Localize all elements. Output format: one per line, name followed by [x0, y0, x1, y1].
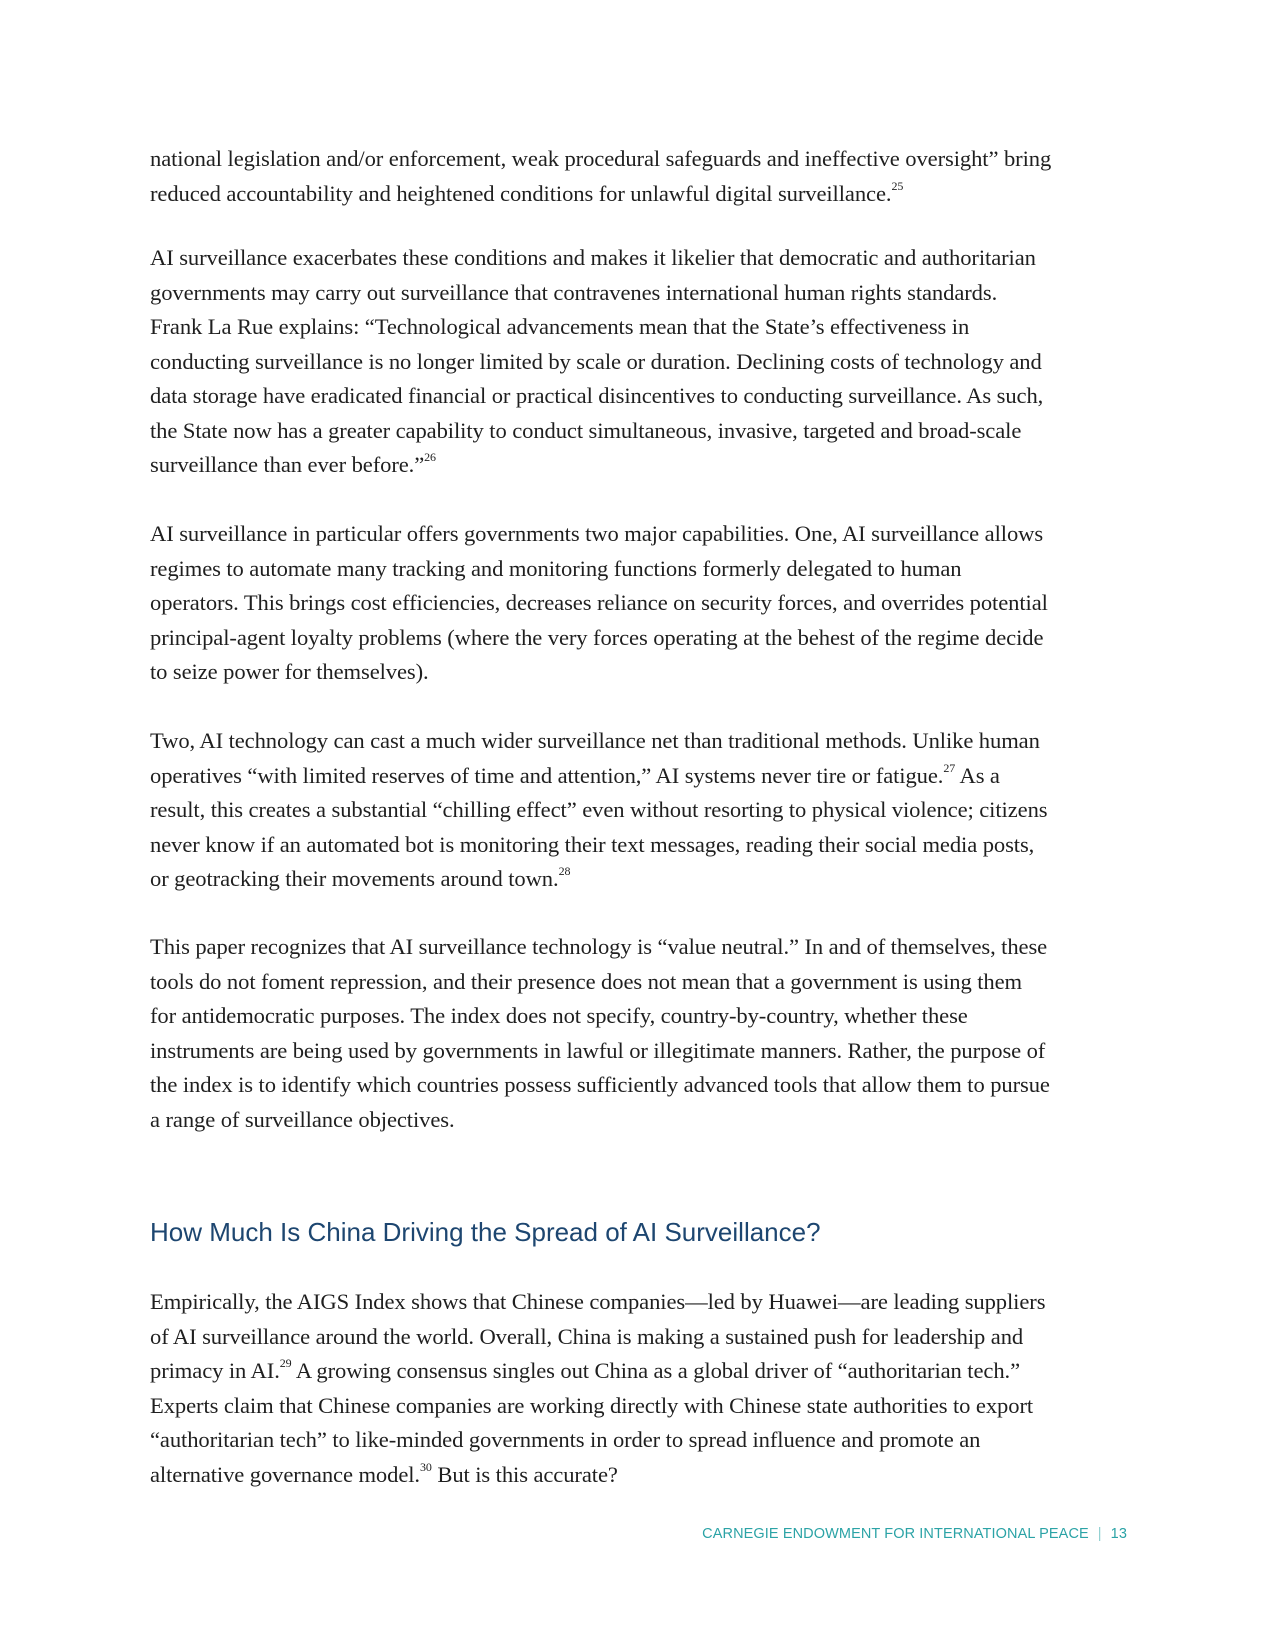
text-line: result, this creates a substantial “chilling effect” even without resorting to physical violence; citizens	[150, 797, 1048, 822]
text-line: Experts claim that Chinese companies are working directly with Chinese state authorities to export	[150, 1392, 1034, 1418]
text-line: tools do not foment repression, and their presence does not mean that a government is using them	[150, 968, 1022, 994]
text-line: Frank La Rue explains: “Technological advancements mean that the State’s effectiveness in	[150, 314, 970, 339]
text-line: “authoritarian tech” to like-minded governments in order to spread influence and promote an	[150, 1427, 981, 1452]
section-heading: How Much Is China Driving the Spread of AI Surveillance?	[150, 1217, 821, 1247]
text-line: instruments are being used by governments in lawful or illegitimate manners. Rather, the purpose of	[150, 1037, 1046, 1063]
text-line: AI surveillance in particular offers governments two major capabilities. One, AI surveillance allows	[150, 521, 1044, 546]
paragraph-1	[150, 142, 1130, 211]
text-line: Empirically, the AIGS Index shows that Chinese companies—led by Huawei—are leading suppliers	[150, 1289, 1046, 1314]
text-line: never know if an automated bot is monitoring their text messages, reading their social media posts,	[150, 831, 1035, 857]
text-line: the State now has a greater capability to conduct simultaneous, invasive, targeted and broad-scale	[150, 417, 1022, 443]
footnote-ref: 28	[558, 864, 571, 879]
footnote-ref: 30	[419, 1459, 432, 1474]
page-footer	[702, 1526, 1127, 1542]
text-line: regimes to automate many tracking and monitoring functions formerly delegated to human	[150, 555, 962, 581]
text-line: principal-agent loyalty problems (where the very forces operating at the behest of the regime decide	[150, 624, 1044, 650]
text-line: for antidemocratic purposes. The index does not specify, country-by-country, whether these	[150, 1003, 968, 1028]
paragraph-6	[150, 1285, 1130, 1492]
footnote-ref: 25	[891, 178, 904, 193]
page-number: 13	[1110, 1526, 1127, 1542]
text-line: AI surveillance exacerbates these conditions and makes it likelier that democratic and authoritarian	[150, 245, 1036, 270]
text-line: of AI surveillance around the world. Overall, China is making a sustained push for leadership and	[150, 1323, 1024, 1349]
text-line: alternative governance model.$^{30}$ But is this accurate?	[150, 1459, 618, 1487]
text-line: reduced accountability and heightened conditions for unlawful digital surveillance.$^{25}$	[150, 178, 904, 206]
footnote-ref: 29	[279, 1356, 292, 1371]
text-line: national legislation and/or enforcement, weak procedural safeguards and ineffective oversight” bring	[150, 146, 1052, 171]
footnote-ref: 27	[943, 760, 956, 775]
paragraph-3	[150, 517, 1130, 690]
paragraph-4	[150, 724, 1130, 897]
footer-organization: CARNEGIE ENDOWMENT FOR INTERNATIONAL PEACE	[702, 1526, 1089, 1542]
text-line: to seize power for themselves).	[150, 659, 429, 684]
text-line: surveillance than ever before.”$^{26}$	[150, 450, 436, 477]
text-line: operatives “with limited reserves of time and attention,” AI systems never tire or fatigue.$^{27}$ As a	[150, 760, 1000, 788]
text-line: primacy in AI.$^{29}$ A growing consensus singles out China as a global driver of “authoritarian tech.”	[150, 1356, 1020, 1383]
text-line: governments may carry out surveillance that contravenes international human rights standards.	[150, 279, 998, 305]
text-line: or geotracking their movements around town.$^{28}$	[150, 864, 571, 891]
text-line: the index is to identify which countries possess sufficiently advanced tools that allow them to pursue	[150, 1072, 1050, 1097]
footnote-ref: 26	[424, 450, 436, 465]
text-line: a range of surveillance objectives.	[150, 1106, 455, 1132]
paragraph-2	[150, 241, 1130, 483]
paragraph-5	[150, 930, 1130, 1137]
footer-separator: |	[1097, 1526, 1102, 1542]
text-line: operators. This brings cost efficiencies, decreases reliance on security forces, and overrides potential	[150, 590, 1048, 615]
text-line: Two, AI technology can cast a much wider surveillance net than traditional methods. Unlike human	[150, 728, 1040, 753]
text-line: This paper recognizes that AI surveillance technology is “value neutral.” In and of themselves, these	[150, 934, 1048, 959]
text-line: conducting surveillance is no longer limited by scale or duration. Declining costs of technology and	[150, 348, 1042, 374]
text-line: data storage have eradicated financial or practical disincentives to conducting surveillance. As such,	[150, 383, 1044, 408]
